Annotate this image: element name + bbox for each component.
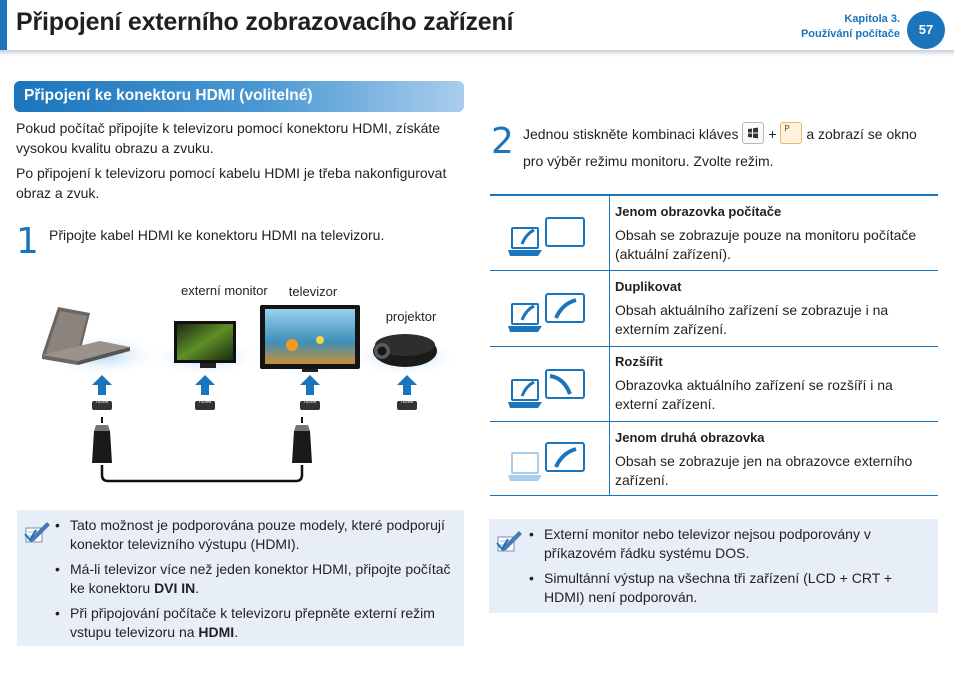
mode-desc: Obsah aktuálního zařízení se zobrazuje i na externím zařízení. <box>615 302 889 337</box>
mode-title: Jenom druhá obrazovka <box>615 430 765 445</box>
mode-title: Jenom obrazovka počítače <box>615 204 782 219</box>
step-2-text <box>523 121 933 175</box>
connection-arrows <box>92 375 417 395</box>
display-modes-table <box>490 194 938 496</box>
step-1-text: Připojte kabel HDMI ke konektoru HDMI na televizoru. <box>49 227 385 243</box>
mode-desc: Obrazovka aktuálního zařízení se rozšíří i na externí zařízení. <box>615 377 893 412</box>
hdmi-port-mark: HDMI <box>95 399 109 405</box>
arrow-up-laptop <box>92 375 112 395</box>
hdmi-port-monitor <box>195 399 215 410</box>
note-item: • Tato možnost je podporována pouze modely, které podporují konektor televizního výstupu (HDMI). <box>55 517 445 552</box>
hdmi-port-projector <box>397 399 417 410</box>
hdmi-ports <box>92 399 417 410</box>
chapter-name: Používání počítače <box>800 28 900 40</box>
hdmi-port-mark: HDMI <box>303 399 317 405</box>
hdmi-port-tv <box>300 399 320 410</box>
table-row-divider <box>490 346 938 347</box>
hdmi-port-mark: HDMI <box>198 399 212 405</box>
projector-icon <box>373 334 437 367</box>
note-pencil-icon <box>495 527 525 557</box>
step-1-number: 1 <box>16 221 39 262</box>
mode-desc: Obsah se zobrazuje jen na obrazovce externího zařízení. <box>615 453 913 488</box>
page-number-badge: 57 <box>907 11 945 49</box>
header-accent-bar <box>0 0 7 52</box>
note-list-left <box>55 516 457 648</box>
hdmi-connection-diagram <box>30 295 460 495</box>
chapter-label: Kapitola 3. <box>844 13 900 25</box>
arrow-up-projector <box>397 375 417 395</box>
step-2-text-after: a zobrazí se okno pro výběr režimu monitoru. Zvolte režim. <box>523 126 917 169</box>
label-external-monitor: externí monitor <box>181 283 268 298</box>
note-item: • Simultánní výstup na všechna tři zařízení (LCD + CRT + HDMI) není podporován. <box>529 570 893 605</box>
note-box-right <box>489 519 938 613</box>
intro-paragraph-2: Po připojení k televizoru pomocí kabelu HDMI je třeba nakonfigurovat obraz a zvuk. <box>16 165 447 201</box>
extend-icon <box>508 368 588 412</box>
section-heading-text: Připojení ke konektoru HDMI (volitelné) <box>24 87 313 104</box>
label-tv: televizor <box>288 284 338 299</box>
note-box-left <box>17 510 464 646</box>
mode-title: Rozšířit <box>615 354 663 369</box>
arrow-up-monitor <box>195 375 215 395</box>
external-monitor-icon <box>174 321 236 368</box>
step-2-text-before: Jednou stiskněte kombinaci kláves <box>523 126 739 142</box>
note-pencil-icon <box>23 518 53 548</box>
note-item: • Externí monitor nebo televizor nejsou podporovány v příkazovém řádku systému DOS. <box>529 526 871 561</box>
section-heading <box>14 81 464 112</box>
note-list-right <box>529 525 931 613</box>
hdmi-port-mark: HDMI <box>400 399 414 405</box>
mode-desc: Obsah se zobrazuje pouze na monitoru počítače (aktuální zařízení). <box>615 227 917 262</box>
pc-screen-only-icon <box>508 216 588 260</box>
note-item: • Při připojování počítače k televizoru přepněte externí režim vstupu televizoru na HDMI. <box>55 605 435 640</box>
table-row-divider <box>490 270 938 271</box>
windows-logo-icon <box>743 123 763 143</box>
table-row-divider <box>490 421 938 422</box>
chapter-info <box>801 12 900 42</box>
duplicate-icon <box>508 292 588 336</box>
step-2-number: 2 <box>491 121 514 162</box>
p-key-icon: P <box>780 122 802 144</box>
label-projector: projektor <box>385 309 437 324</box>
hdmi-port-laptop <box>92 399 112 410</box>
hdmi-cable <box>92 417 312 481</box>
header-divider <box>0 50 954 57</box>
page-title: Připojení externího zobrazovacího zařízení <box>16 8 514 36</box>
intro-paragraph-1: Pokud počítač připojíte k televizoru pomocí konektoru HDMI, získáte vysokou kvalitu obrazu a zvuku. <box>16 120 441 156</box>
note-item: • Má-li televizor více než jeden konektor HDMI, připojte počítač ke konektoru DVI IN. <box>55 561 451 596</box>
mode-title: Duplikovat <box>615 279 682 294</box>
tv-icon <box>260 305 360 372</box>
windows-key-icon <box>742 122 764 144</box>
plus-sign: + <box>768 126 777 142</box>
second-screen-only-icon <box>508 441 588 485</box>
arrow-up-tv <box>300 375 320 395</box>
